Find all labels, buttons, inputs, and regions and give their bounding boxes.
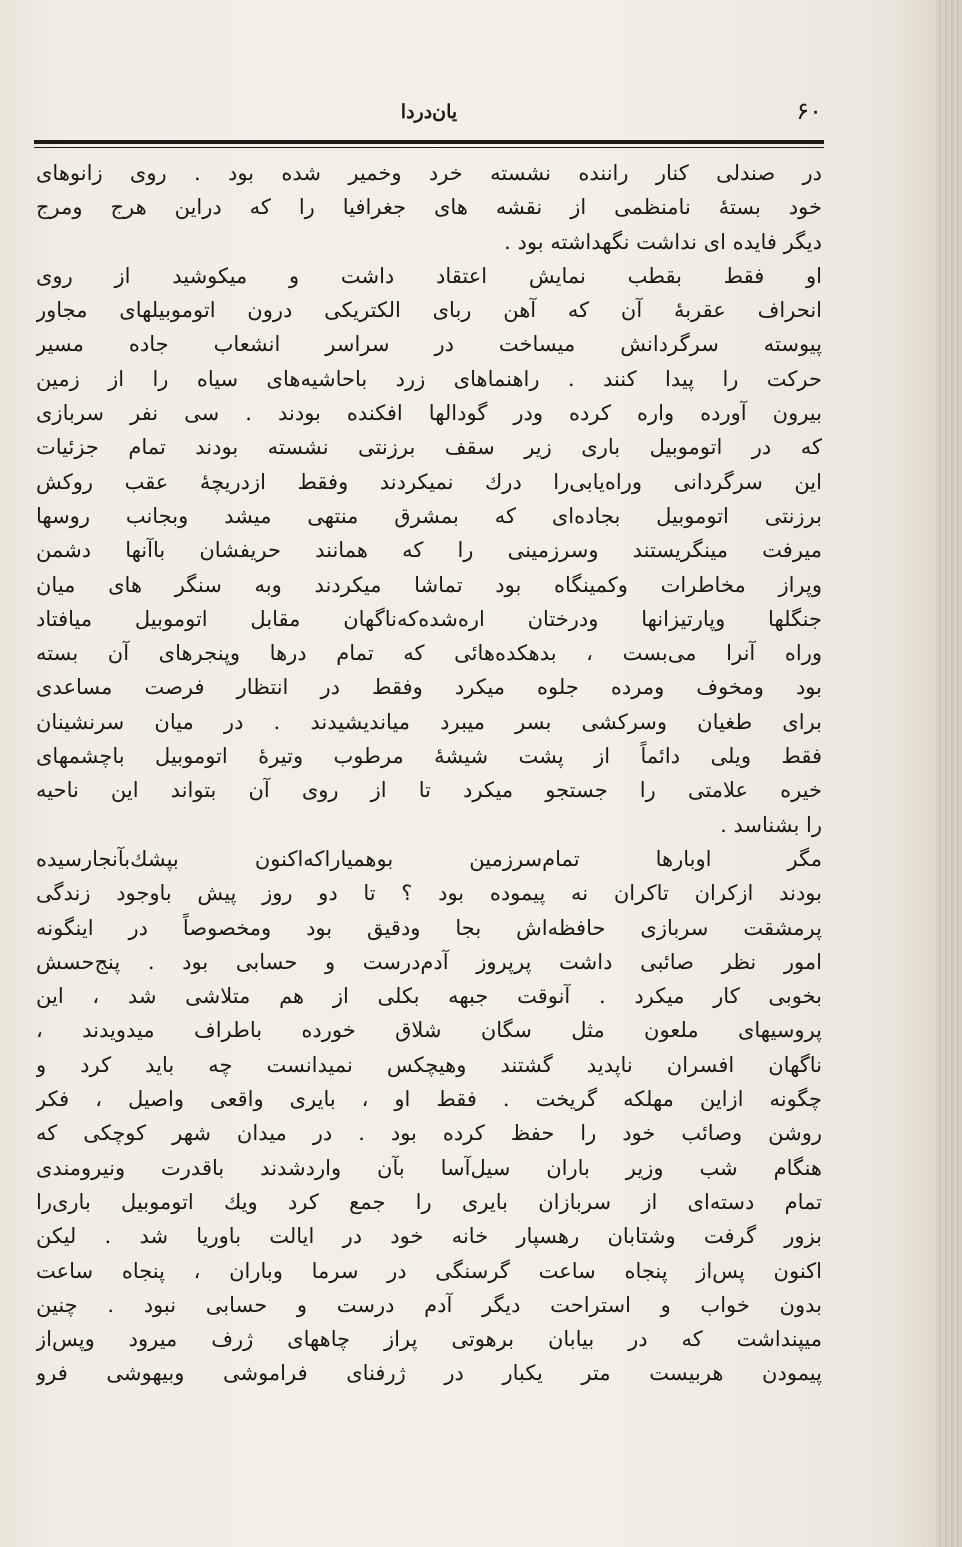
- text-line: که در اتوموبیل باری زیر سقف برزنتی نشسته بودند تمام جزئیات: [36, 435, 822, 460]
- text-line: پروسیهای ملعون مثل سگان شلاق خورده باطراف میدویدند ،: [36, 1018, 822, 1043]
- text-line: پیمودن هربیست متر یکبار در ژرفنای فراموشی وبیهوشی فرو: [36, 1361, 822, 1386]
- page-header: [36, 96, 822, 130]
- text-line: در صندلی کنار راننده نشسته خرد وخمیر شده بود . روی زانوهای: [36, 161, 822, 185]
- text-line: برای طغیان وسرکشی بسر میبرد میاندیشیدند . در میان سرنشینان: [36, 709, 822, 734]
- text-line: برزنتی اتوموبیل بجاده‌ای که بمشرق منتهی میشد وبجانب روسها: [36, 503, 822, 528]
- text-line: پیوسته سرگردانش میساخت در سراسر انشعاب جاده مسیر: [36, 332, 822, 357]
- header-rule-thick: [34, 140, 824, 144]
- text-line: میپنداشت که در بیابان برهوتی پراز چاههای ژرف میرود وپس‌از: [36, 1327, 822, 1352]
- text-line: وراه آنرا می‌بست ، بدهکده‌هائی که تمام درها وپنجرهای آن بسته: [36, 641, 822, 666]
- text-line: بیرون آورده واره کرده ودر گودالها افکنده بودند . سی نفر سربازی: [36, 401, 822, 426]
- text-line: اکنون پس‌از پنجاه ساعت گرسنگی در سرما وباران ، پنجاه ساعت: [36, 1258, 822, 1283]
- text-line: بدون خواب و استراحت دیگر آدم درست و حسابی نبود . چنین: [36, 1292, 822, 1317]
- text-line: روشن وصائب خود را حفظ کرده بود . در میدان شهر کوچکی که: [36, 1121, 822, 1146]
- text-line: میرفت مینگریستند وسرزمینی را که همانند حریفشان باآنها دشمن: [36, 538, 822, 563]
- text-line: خیره علامتی را جستجو میکرد تا از روی آن بتواند این ناحیه: [36, 778, 822, 803]
- text-line: جنگلها وپارتیزانها ودرختان اره‌شده‌که‌ناگهان مقابل اتوموبیل میافتاد: [36, 606, 822, 631]
- text-line: بزور گرفت وشتابان رهسپار خانه خود در ایالت باوریا شد . لیکن: [36, 1224, 822, 1249]
- running-title: یان‌درد‌ا: [400, 101, 458, 123]
- header-rule-thin: [34, 147, 824, 148]
- text-line: خود بستهٔ نامنظمی از نقشه های جغرافیا را که دراین هرج ومرج: [36, 195, 822, 220]
- text-line: هنگام شب وزیر باران سیل‌آسا بآن واردشدند باقدرت ونیرومندی: [36, 1155, 822, 1180]
- text-line: مگر اوبارها تمام‌سرزمین بوهمیارا‌که‌اکنون بپشك‌بآنجار‌سیده: [36, 846, 822, 871]
- text-line: انحراف عقربهٔ آن که آهن ربای الکتریکی درون اتوموبیلهای مجاور: [36, 298, 822, 323]
- page-edge: [936, 0, 962, 1547]
- page-number: ۶۰: [796, 97, 822, 125]
- text-line: پرمشقت سربازی حافظه‌اش بجا ودقیق بود ومخصوصاً در اینگونه: [36, 915, 822, 940]
- text-line: را بشناسد .: [720, 812, 822, 837]
- text-line: وپراز مخاطرات وکمینگاه بود تماشا میکردند وبه سنگر های میان: [36, 572, 822, 597]
- text-line: بودند ازکران تاکران نه پیموده بود ؟ تا دو روز پیش باوجود زندگی: [36, 881, 822, 906]
- text-line: این سرگردانی وراه‌یابی‌را درك نمیکردند وفقط ازدریچهٔ عقب روکش: [36, 469, 822, 494]
- text-line: بود ومخوف ومرده جلوه میکرد وفقط در انتظار فرصت مساعدی: [36, 675, 822, 700]
- text-line: او فقط بقطب نمایش اعتقاد داشت و میکوشید از روی: [36, 263, 822, 288]
- text-line: تمام دسته‌ای از سربازان بایری را جمع کرد ویك اتوموبیل باری‌را: [36, 1189, 822, 1214]
- text-line: دیگر فایده ای نداشت نگهداشته بود .: [504, 229, 822, 254]
- text-line: ناگهان افسران ناپدید گشتند وهیچکس نمیدانست چه باید کرد و: [36, 1052, 822, 1077]
- text-line: چگونه ازاین مهلکه گریخت . فقط او ، بایری واقعی واصیل ، فکر: [36, 1087, 822, 1112]
- text-line: امور نظر صائبی داشت پرپروز آدم‌درست و حسابی بود . پنج‌حسش: [36, 949, 822, 974]
- text-line: فقط ویلی دائماً از پشت شیشهٔ مرطوب وتیرهٔ اتوموبیل باچشمهای: [36, 744, 822, 769]
- text-line: بخوبی کار میکرد . آنوقت جبهه بکلی از هم متلاشی شد ، این: [36, 984, 822, 1009]
- body-text: [36, 156, 822, 1391]
- text-line: حرکت را پیدا کنند . راهنماهای زرد باحاشیه‌های سیاه را از زمین: [36, 366, 822, 391]
